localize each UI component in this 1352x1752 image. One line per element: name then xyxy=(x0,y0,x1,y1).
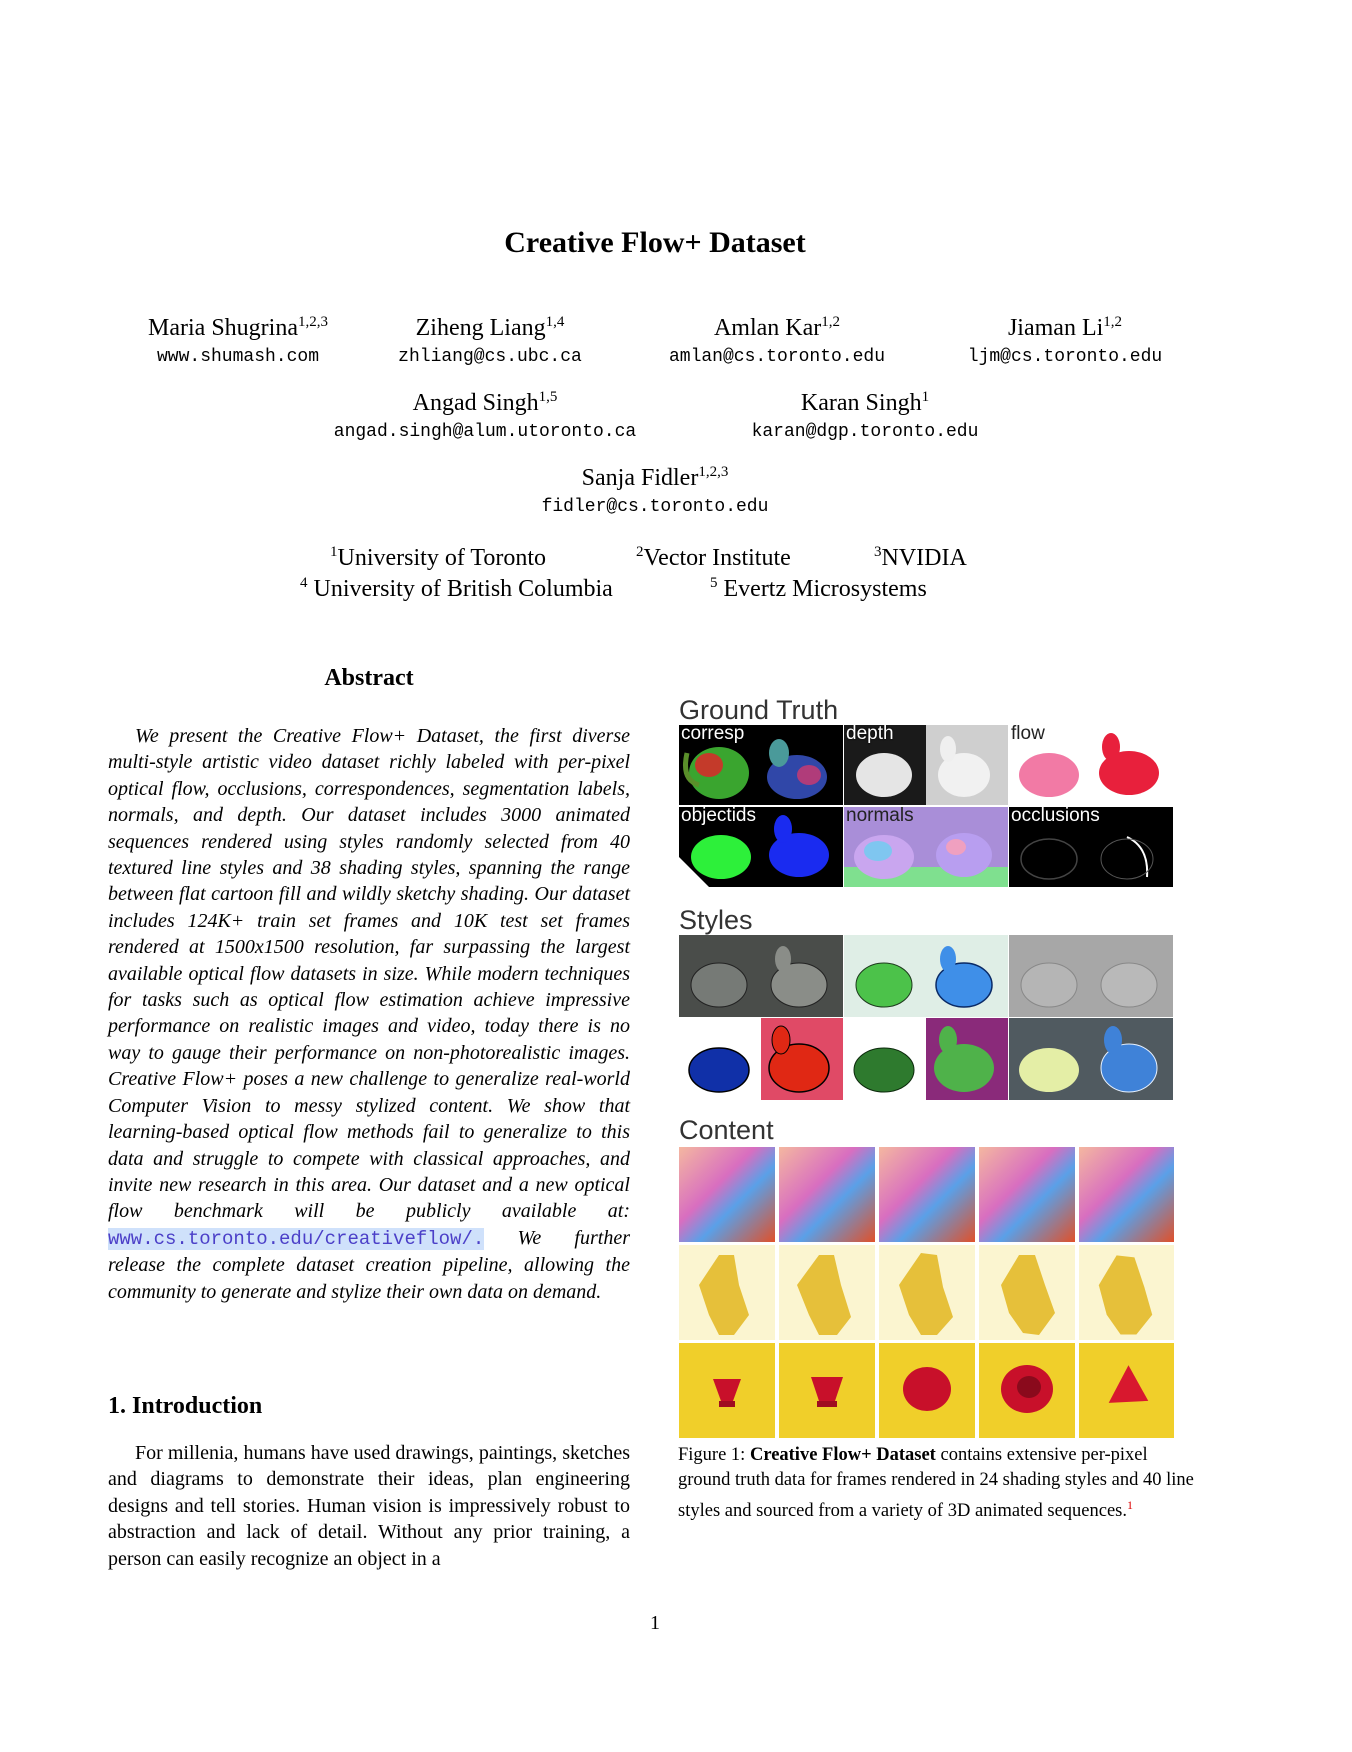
author-name: Jiaman Li xyxy=(1007,315,1104,341)
abstract-text-end: We further release the complete dataset creation pipeline, allowing the community to generate and stylize their own data on demand. xyxy=(108,1226,630,1303)
abstract-body xyxy=(108,723,630,1305)
caption-text: contains extensive per-pixel ground truth data for frames rendered in 24 shading styles and 40 line styles and sourced from a variety of 3D animated sequences. xyxy=(678,1445,1194,1522)
red-object-image xyxy=(779,1343,875,1438)
affiliation xyxy=(300,576,613,603)
author-name: Angad Singh xyxy=(412,390,539,416)
content-frame xyxy=(779,1343,875,1438)
content-frame xyxy=(779,1147,875,1242)
green-blue-style-image xyxy=(844,935,1008,1017)
author-block xyxy=(652,313,902,367)
author-name: Maria Shugrina xyxy=(148,315,298,341)
style-sample xyxy=(679,1018,843,1100)
golden-figure-image xyxy=(879,1245,975,1340)
content-frame xyxy=(679,1343,775,1438)
author-affil-sup: 1,2,3 xyxy=(297,314,328,330)
content-frame xyxy=(979,1343,1075,1438)
affiliation-sup: 5 xyxy=(710,575,718,591)
author-email: angad.singh@alum.utoronto.ca xyxy=(333,422,637,442)
content-row-figure xyxy=(679,1245,1174,1340)
affiliation xyxy=(710,576,927,603)
author-email: www.shumash.com xyxy=(156,347,320,367)
label-occlusions: occlusions xyxy=(1011,807,1100,826)
dataset-url-link[interactable]: www.cs.toronto.edu/creativeflow/. xyxy=(108,1227,485,1250)
author-email: zhliang@cs.ubc.ca xyxy=(398,347,582,367)
content-frame xyxy=(1079,1343,1174,1438)
author-email: fidler@cs.toronto.edu xyxy=(541,497,769,517)
figure-section-styles: Styles xyxy=(679,905,753,935)
label-objectids: objectids xyxy=(681,807,756,826)
author-affil-sup: 1,5 xyxy=(538,389,558,405)
affiliation xyxy=(330,545,546,572)
author-block xyxy=(390,313,590,367)
affiliation xyxy=(636,545,791,572)
author-block xyxy=(730,388,1000,442)
golden-figure-image xyxy=(779,1245,875,1340)
flat-color-style-image xyxy=(679,1018,843,1100)
author-affil-sup: 1 xyxy=(921,389,930,405)
affiliation-sup: 2 xyxy=(636,544,644,560)
normals-panel xyxy=(844,807,1008,887)
figure-section-ground-truth: Ground Truth xyxy=(679,695,839,725)
author-email: amlan@cs.toronto.edu xyxy=(668,347,886,367)
author-block xyxy=(510,463,800,517)
textured-style-image xyxy=(1009,1018,1173,1100)
author-email: ljm@cs.toronto.edu xyxy=(967,347,1163,367)
page-number: 1 xyxy=(650,1612,660,1634)
content-frame xyxy=(979,1245,1075,1340)
affiliation xyxy=(874,545,967,572)
affiliation-name: Evertz Microsystems xyxy=(717,576,927,602)
label-flow: flow xyxy=(1011,725,1045,744)
author-name: Amlan Kar xyxy=(713,315,822,341)
figure-1 xyxy=(679,695,1179,1430)
style-sample xyxy=(844,935,1008,1017)
content-frame xyxy=(679,1147,775,1242)
occlusions-panel xyxy=(1009,807,1173,887)
label-corresp: corresp xyxy=(681,725,745,744)
red-object-image xyxy=(979,1343,1075,1438)
author-affil-sup: 1,2,3 xyxy=(698,464,729,480)
content-frame xyxy=(1079,1245,1174,1340)
abstract-heading: Abstract xyxy=(324,665,414,691)
content-frame xyxy=(879,1245,975,1340)
figure-caption xyxy=(678,1443,1204,1524)
golden-figure-image xyxy=(679,1245,775,1340)
caption-bold: Creative Flow+ Dataset xyxy=(749,1445,936,1465)
red-object-image xyxy=(879,1343,975,1438)
corresp-panel xyxy=(679,725,843,805)
label-depth: depth xyxy=(846,725,894,744)
label-normals: normals xyxy=(846,807,914,826)
author-affil-sup: 1,2 xyxy=(1103,314,1123,330)
content-frame xyxy=(979,1147,1075,1242)
content-row-character xyxy=(679,1147,1174,1242)
author-name: Ziheng Liang xyxy=(415,315,546,341)
style-sample xyxy=(844,1018,1008,1100)
golden-figure-image xyxy=(979,1245,1075,1340)
paper-title: Creative Flow+ Dataset xyxy=(504,226,806,259)
red-object-image xyxy=(679,1343,775,1438)
author-affil-sup: 1,2 xyxy=(821,314,841,330)
depth-panel xyxy=(844,725,1008,805)
gray-emboss-style-image xyxy=(1009,935,1173,1017)
objectids-panel xyxy=(679,807,843,887)
introduction-heading: 1. Introduction xyxy=(108,1393,263,1419)
green-shaded-style-image xyxy=(844,1018,1008,1100)
author-name: Sanja Fidler xyxy=(581,465,699,491)
author-email: karan@dgp.toronto.edu xyxy=(751,422,979,442)
footnote-marker-link[interactable]: 1 xyxy=(1127,1498,1133,1512)
style-sample xyxy=(1009,1018,1173,1100)
author-block xyxy=(950,313,1180,367)
introduction-text: For millenia, humans have used drawings, paintings, sketches and diagrams to demonstrate their ideas, plan engineering designs and tell stories. Human vision is impressively robust to abstraction and lack of detail. Without any prior training, a person can easily recognize an object in a xyxy=(108,1442,630,1570)
author-block xyxy=(128,313,348,367)
style-sample xyxy=(1009,935,1173,1017)
affiliation-sup: 1 xyxy=(330,544,338,560)
introduction-body xyxy=(108,1440,630,1572)
author-name: Karan Singh xyxy=(800,390,922,416)
affiliation-name: NVIDIA xyxy=(881,545,967,571)
author-block xyxy=(310,388,660,442)
content-frame xyxy=(679,1245,775,1340)
style-sample xyxy=(679,935,843,1017)
figure-section-content: Content xyxy=(679,1115,774,1145)
flow-panel xyxy=(1009,725,1173,805)
sketchy-gray-style-image xyxy=(679,935,843,1017)
content-frame xyxy=(1079,1147,1174,1242)
affiliation-name: University of Toronto xyxy=(337,545,547,571)
affiliation-name: University of British Columbia xyxy=(307,576,613,602)
affiliation-sup: 3 xyxy=(874,544,882,560)
author-affil-sup: 1,4 xyxy=(545,314,565,330)
content-frame xyxy=(879,1343,975,1438)
content-frame xyxy=(879,1147,975,1242)
abstract-text: We present the Creative Flow+ Dataset, the first diverse multi-style artistic video dataset richly labeled with per-pixel optical flow, occlusions, correspondences, segmentation labels, normals, and depth. Our dataset includes 3000 animated sequences rendered using styles randomly selected from 40 textured line styles and 38 shading styles, spanning the range between flat cartoon fill and wildly sketchy shading. Our dataset includes 124K+ train set frames and 10K test set frames rendered at 1500x1500 resolution, far surpassing the largest available optical flow datasets in size. While modern techniques for tasks such as optical flow estimation achieve impressive performance on realistic images and video, today there is no way to gauge their performance on non-photorealistic images. Creative Flow+ poses a new challenge to generalize real-world Computer Vision to messy stylized content. We show that learning-based optical flow methods fail to generalize to this data and struggle to compete with classical approaches, and invite new research in this area. Our dataset and a new optical flow benchmark will be publicly available at: xyxy=(108,725,630,1223)
affiliation-name: Vector Institute xyxy=(643,545,791,571)
caption-prefix: Figure 1: xyxy=(678,1445,750,1465)
affiliation-sup: 4 xyxy=(300,575,308,591)
content-row-object xyxy=(679,1343,1174,1438)
golden-figure-image xyxy=(1079,1245,1174,1340)
red-object-image xyxy=(1079,1343,1174,1438)
content-frame xyxy=(779,1245,875,1340)
